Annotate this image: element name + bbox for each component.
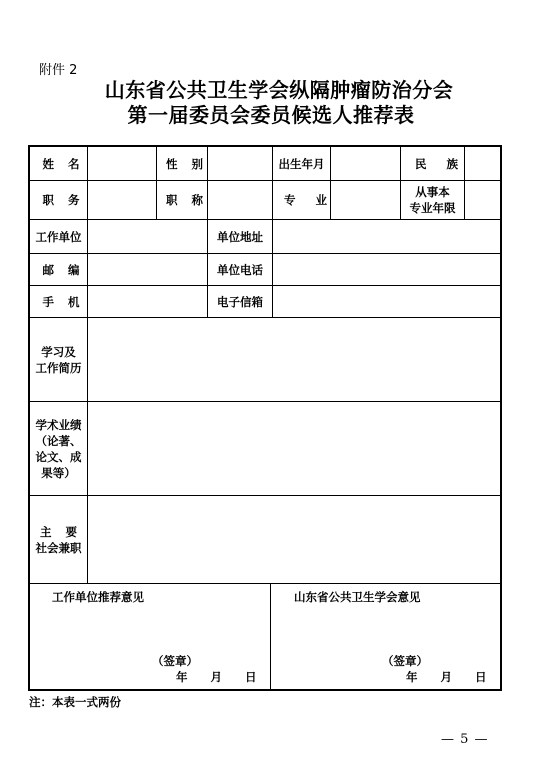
label-years-line2: 专业年限 bbox=[409, 201, 456, 215]
society-opinion-field[interactable] bbox=[271, 607, 500, 647]
label-postcode: 邮 编 bbox=[42, 262, 85, 277]
label-gender: 性 别 bbox=[165, 156, 208, 171]
ethnicity-field[interactable] bbox=[465, 147, 500, 180]
years-field[interactable] bbox=[465, 181, 500, 219]
society-opinion-date: 年 月 日 bbox=[406, 670, 487, 684]
attachment-label: 附件 2 bbox=[39, 63, 78, 78]
title-field[interactable] bbox=[208, 181, 272, 219]
unit-opinion-sign: （签章） bbox=[152, 654, 198, 668]
resume-field[interactable] bbox=[88, 318, 500, 401]
work-unit-field[interactable] bbox=[88, 220, 207, 253]
label-years bbox=[401, 181, 464, 219]
mobile-field[interactable] bbox=[88, 286, 207, 317]
unit-address-field[interactable] bbox=[273, 220, 500, 253]
name-field[interactable] bbox=[88, 147, 156, 180]
label-academic-line3: 论文、成 bbox=[35, 449, 82, 464]
society-opinion-sign: （签章） bbox=[382, 654, 428, 668]
label-position: 职 务 bbox=[42, 193, 85, 207]
label-academic bbox=[30, 402, 87, 495]
label-academic-line1: 学术业绩 bbox=[35, 417, 82, 432]
label-name: 姓 名 bbox=[42, 156, 85, 171]
form-title-line1: 山东省公共卫生学会纵隔肿瘤防治分会 bbox=[104, 78, 454, 102]
label-unit-phone: 单位电话 bbox=[217, 262, 263, 277]
label-work-unit: 工作单位 bbox=[35, 229, 82, 244]
birth-field[interactable] bbox=[331, 147, 400, 180]
recommendation-form bbox=[28, 145, 502, 691]
academic-field[interactable] bbox=[88, 402, 500, 495]
label-unit-address: 单位地址 bbox=[217, 229, 263, 244]
unit-opinion-field[interactable] bbox=[30, 607, 269, 647]
label-mobile: 手 机 bbox=[42, 294, 85, 309]
postcode-field[interactable] bbox=[88, 254, 207, 285]
label-social-line2: 社会兼职 bbox=[35, 540, 82, 555]
society-opinion-heading: 山东省公共卫生学会意见 bbox=[294, 590, 421, 604]
social-field[interactable] bbox=[88, 496, 500, 583]
email-field[interactable] bbox=[273, 286, 500, 317]
label-academic-line2: （论著、 bbox=[35, 433, 82, 448]
label-birth: 出生年月 bbox=[278, 156, 325, 171]
page-number: — 5 — bbox=[441, 732, 489, 747]
unit-phone-field[interactable] bbox=[273, 254, 500, 285]
unit-opinion-heading: 工作单位推荐意见 bbox=[52, 590, 144, 604]
label-social-line1: 主 要 bbox=[39, 524, 82, 539]
major-field[interactable] bbox=[331, 181, 400, 219]
label-years-line1: 从事本 bbox=[415, 185, 450, 199]
position-field[interactable] bbox=[88, 181, 156, 219]
form-title-line2: 第一届委员会委员候选人推荐表 bbox=[127, 103, 415, 127]
label-academic-line4: 果等） bbox=[41, 465, 76, 480]
label-resume-line2: 工作简历 bbox=[35, 360, 82, 375]
gender-field[interactable] bbox=[208, 147, 272, 180]
label-resume-line1: 学习及 bbox=[41, 344, 76, 359]
label-resume bbox=[30, 318, 87, 401]
label-social bbox=[30, 496, 87, 583]
label-major: 专 业 bbox=[283, 193, 335, 207]
label-ethnicity: 民 族 bbox=[414, 156, 466, 171]
label-email: 电子信箱 bbox=[217, 294, 263, 309]
form-note: 注：本表一式两份 bbox=[29, 695, 121, 709]
label-title: 职 称 bbox=[165, 193, 208, 207]
row-divider bbox=[30, 583, 500, 584]
unit-opinion-date: 年 月 日 bbox=[176, 670, 257, 684]
